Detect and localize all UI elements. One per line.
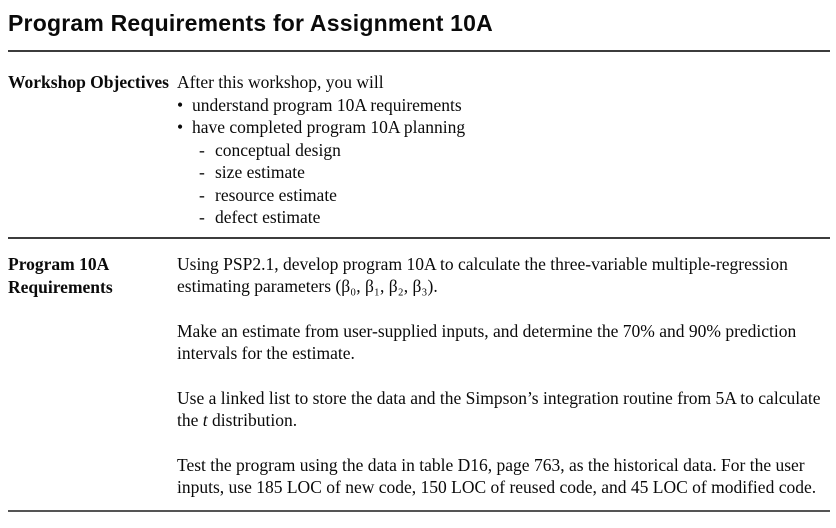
bullet-marker: •: [177, 94, 184, 115]
sub-list-item-text: resource estimate: [215, 184, 337, 205]
section-program-10a-requirements: [8, 239, 830, 510]
dash-marker: -: [199, 207, 205, 227]
paragraph-test-data: Test the program using the data in table D16, page 763, as the historical data. For the user inputs, use 185 LOC of new code, 150 LOC of reused code, and 45 LOC of modified code.: [177, 454, 817, 497]
workshop-objectives-label: Workshop Objectives: [8, 72, 169, 92]
dash-marker: -: [199, 139, 205, 160]
paragraph-prediction-intervals: Make an estimate from user-supplied inputs, and determine the 70% and 90% prediction intervals for the estimate.: [177, 320, 797, 363]
section-workshop-objectives: [8, 52, 830, 237]
program-10a-requirements-content: [177, 253, 825, 510]
paragraph-text-pre: Use a linked list to store the data and the Simpson’s integration routine from 5A to calculate the: [177, 387, 821, 430]
bottom-divider: [8, 510, 830, 512]
program-10a-requirements-label: Program 10A Requirements: [8, 253, 113, 297]
list-item-text: understand program 10A requirements: [192, 94, 462, 115]
sub-list-item-text: defect estimate: [215, 207, 321, 227]
workshop-objectives-content: [177, 71, 825, 229]
list-item-text: have completed program 10A planning: [192, 117, 466, 137]
sub-list-item: [199, 161, 825, 184]
sub-list-item-text: size estimate: [215, 162, 305, 182]
dash-marker: -: [199, 162, 205, 182]
paragraph-psp21: Using PSP2.1, develop program 10A to calculate the three-variable multiple-regression estimating parameters (β₀, β₁, β₂, β₃).: [177, 253, 788, 296]
sub-list-item: [199, 206, 825, 229]
workshop-intro-text: After this workshop, you will: [177, 72, 384, 92]
page-title: Program Requirements for Assignment 10A: [8, 10, 493, 36]
sub-list-item-text: conceptual design: [215, 139, 341, 160]
list-item: [177, 94, 825, 117]
dash-marker: -: [199, 184, 205, 205]
bullet-marker: •: [177, 117, 184, 137]
italic-t-symbol: t: [202, 410, 208, 430]
list-item: [177, 116, 825, 139]
paragraph-text-post: distribution.: [207, 410, 298, 430]
sub-list-item: [199, 139, 825, 162]
paragraph-linked-list: [177, 387, 825, 432]
sub-list-item: [199, 184, 825, 207]
